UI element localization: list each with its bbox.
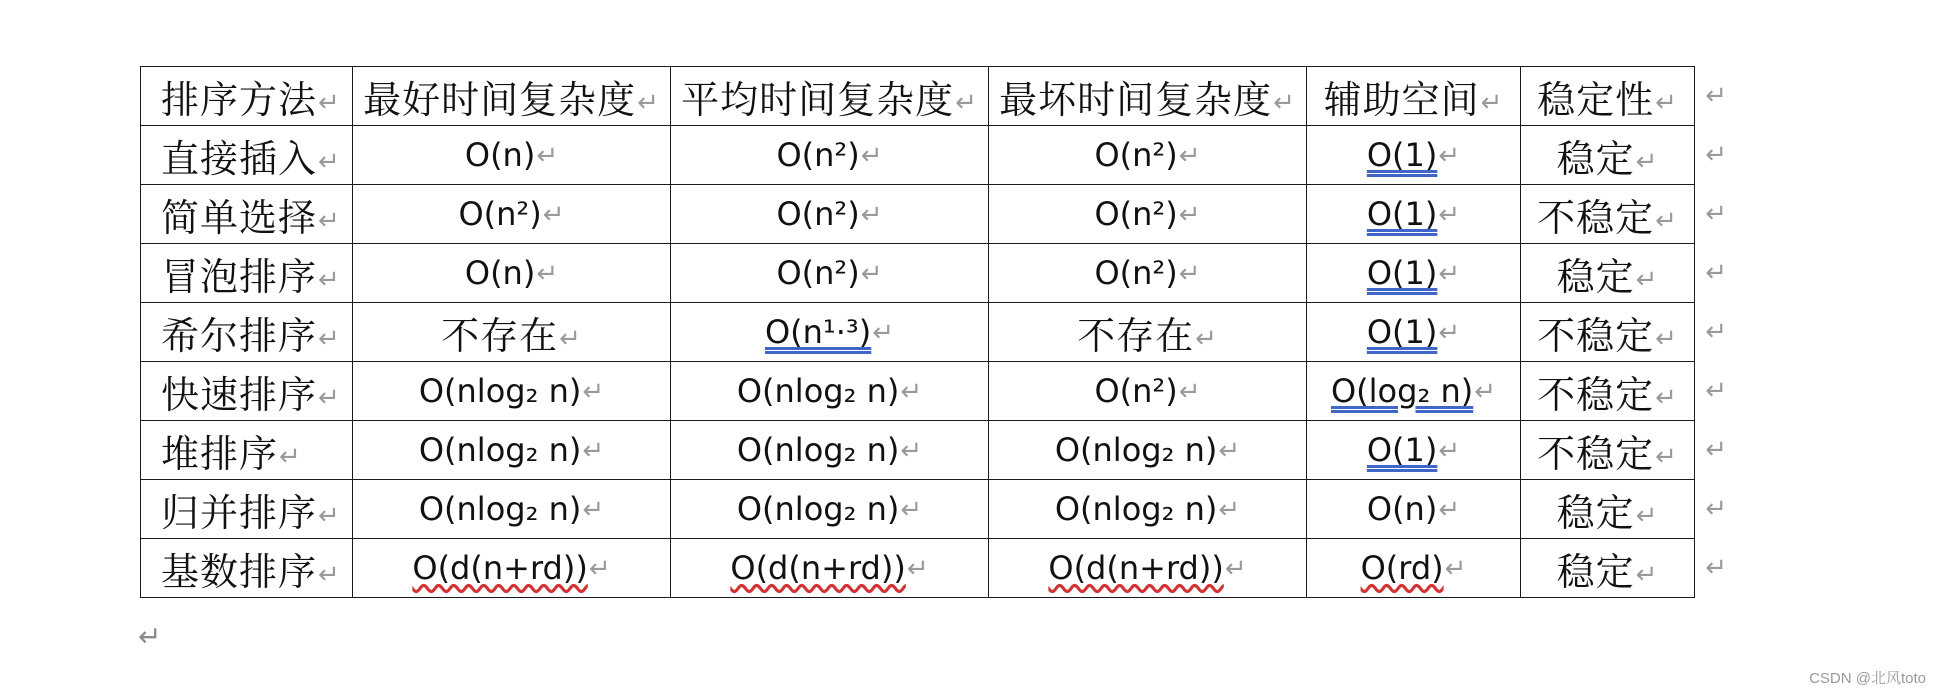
header-cell [1521, 67, 1728, 126]
cell-end-mark: ↵ [1655, 323, 1678, 354]
row-end-mark: ↵ [1705, 553, 1728, 583]
cell-text: O(n²) [1094, 195, 1178, 233]
cell-text: 最好时间复杂度 [363, 77, 637, 122]
cell-text: 冒泡排序 [161, 254, 318, 299]
cell-text: 平均时间复杂度 [681, 77, 955, 122]
cell-end-mark: ↵ [588, 554, 611, 584]
table-cell [1307, 303, 1521, 362]
cell-text: O(1) [1366, 313, 1438, 351]
header-cell [141, 67, 353, 126]
row-end-mark: ↵ [1705, 494, 1728, 524]
cell-text: O(n²) [458, 195, 542, 233]
cell-text: O(n²) [776, 195, 860, 233]
cell-text: O(n) [464, 136, 536, 174]
cell-end-mark: ↵ [279, 441, 302, 472]
paragraph-mark: ↵ [138, 620, 162, 653]
table-cell [353, 185, 671, 244]
method-cell [141, 539, 353, 598]
row-end-mark: ↵ [1705, 435, 1728, 465]
cell-end-mark: ↵ [1444, 554, 1467, 584]
cell-end-mark: ↵ [900, 436, 923, 466]
table-cell [671, 362, 989, 421]
header-cell [671, 67, 989, 126]
cell-end-mark: ↵ [318, 146, 341, 177]
cell-text: O(d(n+rd)) [412, 549, 588, 587]
method-cell [141, 244, 353, 303]
cell-end-mark: ↵ [1273, 87, 1296, 118]
cell-end-mark: ↵ [318, 559, 341, 590]
cell-text: O(nlog₂ n) [736, 372, 900, 410]
cell-end-mark: ↵ [1195, 323, 1218, 354]
header-cell [353, 67, 671, 126]
cell-end-mark: ↵ [1218, 436, 1241, 466]
table-cell [989, 480, 1307, 539]
cell-text: 快速排序 [161, 372, 318, 417]
cell-end-mark: ↵ [318, 500, 341, 531]
cell-text: 不稳定 [1537, 313, 1655, 358]
cell-end-mark: ↵ [536, 141, 559, 171]
cell-end-mark: ↵ [1438, 495, 1461, 525]
cell-text: 不存在 [1077, 313, 1195, 358]
table-cell [1307, 185, 1521, 244]
sorting-complexity-table [140, 66, 1728, 598]
cell-end-mark: ↵ [1635, 264, 1659, 295]
cell-text: O(log₂ n) [1330, 372, 1474, 410]
cell-text: O(1) [1366, 195, 1438, 233]
header-cell [1307, 67, 1521, 126]
table-cell [1521, 421, 1728, 480]
cell-text: O(n²) [1094, 136, 1178, 174]
method-cell [141, 303, 353, 362]
cell-text: O(n²) [776, 136, 860, 174]
table-cell [671, 126, 989, 185]
cell-text: O(n²) [1094, 254, 1178, 292]
row-end-mark: ↵ [1705, 81, 1728, 111]
cell-end-mark: ↵ [559, 323, 582, 354]
table-cell [989, 185, 1307, 244]
cell-text: O(1) [1366, 431, 1438, 469]
cell-end-mark: ↵ [1635, 146, 1659, 177]
cell-text: 辅助空间 [1323, 77, 1480, 122]
cell-text: O(nlog₂ n) [418, 431, 582, 469]
cell-text: 稳定 [1556, 254, 1635, 299]
table-cell [353, 303, 671, 362]
row-end-mark: ↵ [1705, 317, 1728, 347]
cell-text: O(nlog₂ n) [418, 490, 582, 528]
cell-end-mark: ↵ [1438, 141, 1461, 171]
table-cell [353, 480, 671, 539]
table-cell [1521, 362, 1728, 421]
cell-text: O(n) [1366, 490, 1438, 528]
cell-text: O(n¹·³) [764, 313, 872, 351]
cell-text: O(d(n+rd)) [1048, 549, 1224, 587]
cell-text: O(1) [1366, 136, 1438, 174]
row-end-mark: ↵ [1705, 199, 1728, 229]
cell-end-mark: ↵ [900, 377, 923, 407]
cell-end-mark: ↵ [1655, 441, 1678, 472]
cell-end-mark: ↵ [1480, 87, 1504, 118]
table-cell [1521, 480, 1728, 539]
cell-text: 排序方法 [161, 77, 318, 122]
method-cell [141, 362, 353, 421]
table-cell [353, 244, 671, 303]
cell-text: 基数排序 [161, 549, 318, 594]
cell-end-mark: ↵ [860, 200, 883, 230]
cell-end-mark: ↵ [860, 259, 883, 289]
table-cell [353, 362, 671, 421]
table-cell [989, 421, 1307, 480]
header-row [141, 67, 1695, 126]
cell-end-mark: ↵ [1438, 259, 1461, 289]
table-cell [1307, 539, 1521, 598]
cell-text: 稳定 [1556, 136, 1635, 181]
watermark: CSDN @北风toto [1809, 670, 1926, 687]
row-end-mark: ↵ [1705, 376, 1728, 406]
table-cell [353, 126, 671, 185]
table-cell [1521, 244, 1728, 303]
table-row [141, 303, 1695, 362]
cell-end-mark: ↵ [318, 205, 341, 236]
table-cell [989, 244, 1307, 303]
cell-text: 稳定 [1556, 549, 1635, 594]
cell-text: O(n²) [1094, 372, 1178, 410]
cell-text: 简单选择 [161, 195, 318, 240]
cell-end-mark: ↵ [900, 495, 923, 525]
cell-end-mark: ↵ [582, 436, 605, 466]
table-row [141, 126, 1695, 185]
table-row [141, 362, 1695, 421]
cell-text: 不稳定 [1537, 431, 1655, 476]
table-cell [1521, 185, 1728, 244]
cell-end-mark: ↵ [318, 382, 341, 413]
cell-text: O(nlog₂ n) [736, 490, 900, 528]
table-cell [353, 539, 671, 598]
table-body [141, 67, 1728, 598]
cell-end-mark: ↵ [536, 259, 559, 289]
cell-end-mark: ↵ [637, 87, 660, 118]
header-cell [989, 67, 1307, 126]
cell-text: 最坏时间复杂度 [999, 77, 1273, 122]
table-cell [671, 185, 989, 244]
cell-end-mark: ↵ [1635, 559, 1659, 590]
cell-end-mark: ↵ [1655, 87, 1678, 118]
table-row [141, 539, 1695, 598]
method-cell [141, 126, 353, 185]
table-cell [989, 362, 1307, 421]
cell-end-mark: ↵ [1655, 382, 1678, 413]
table-cell [1521, 303, 1728, 362]
table-cell [1521, 539, 1728, 598]
cell-end-mark: ↵ [1178, 200, 1201, 230]
cell-end-mark: ↵ [1635, 500, 1659, 531]
table-cell [1307, 421, 1521, 480]
table-cell [989, 303, 1307, 362]
cell-text: 稳定 [1556, 490, 1635, 535]
cell-end-mark: ↵ [1178, 377, 1201, 407]
table-cell [1307, 362, 1521, 421]
cell-text: 稳定性 [1537, 77, 1655, 122]
table-cell [671, 421, 989, 480]
table-cell [1307, 244, 1521, 303]
table-cell [671, 539, 989, 598]
cell-text: O(1) [1366, 254, 1438, 292]
table-cell [1521, 126, 1728, 185]
row-end-mark: ↵ [1705, 258, 1728, 288]
cell-text: O(nlog₂ n) [736, 431, 900, 469]
cell-end-mark: ↵ [1218, 495, 1241, 525]
cell-end-mark: ↵ [582, 495, 605, 525]
cell-end-mark: ↵ [1474, 377, 1496, 407]
table-row [141, 244, 1695, 303]
cell-end-mark: ↵ [1178, 141, 1201, 171]
cell-text: 堆排序 [161, 431, 279, 476]
cell-text: 希尔排序 [161, 313, 318, 358]
cell-text: 直接插入 [161, 136, 318, 181]
cell-end-mark: ↵ [542, 200, 565, 230]
table-row [141, 185, 1695, 244]
cell-text: O(nlog₂ n) [1054, 431, 1218, 469]
table-cell [1307, 480, 1521, 539]
table-cell [353, 421, 671, 480]
cell-text: 归并排序 [161, 490, 318, 535]
cell-end-mark: ↵ [906, 554, 929, 584]
cell-end-mark: ↵ [318, 87, 341, 118]
cell-text: O(d(n+rd)) [730, 549, 906, 587]
cell-end-mark: ↵ [1438, 436, 1461, 466]
cell-text: O(rd) [1360, 549, 1444, 587]
cell-end-mark: ↵ [1178, 259, 1201, 289]
cell-end-mark: ↵ [872, 318, 895, 348]
row-end-mark: ↵ [1705, 140, 1728, 170]
method-cell [141, 421, 353, 480]
cell-end-mark: ↵ [1224, 554, 1247, 584]
table-row [141, 480, 1695, 539]
cell-text: O(nlog₂ n) [1054, 490, 1218, 528]
cell-end-mark: ↵ [860, 141, 883, 171]
table-cell [989, 126, 1307, 185]
cell-end-mark: ↵ [955, 87, 978, 118]
table-cell [989, 539, 1307, 598]
cell-end-mark: ↵ [1655, 205, 1678, 236]
cell-end-mark: ↵ [582, 377, 605, 407]
table-row [141, 421, 1695, 480]
cell-end-mark: ↵ [318, 323, 341, 354]
cell-text: 不稳定 [1537, 195, 1655, 240]
cell-text: 不稳定 [1537, 372, 1655, 417]
cell-text: 不存在 [441, 313, 559, 358]
table-cell [671, 244, 989, 303]
cell-end-mark: ↵ [1438, 200, 1461, 230]
table-cell [671, 480, 989, 539]
method-cell [141, 480, 353, 539]
table-cell [671, 303, 989, 362]
cell-end-mark: ↵ [318, 264, 341, 295]
table-cell [1307, 126, 1521, 185]
cell-end-mark: ↵ [1438, 318, 1461, 348]
cell-text: O(n²) [776, 254, 860, 292]
method-cell [141, 185, 353, 244]
cell-text: O(nlog₂ n) [418, 372, 582, 410]
cell-text: O(n) [464, 254, 536, 292]
